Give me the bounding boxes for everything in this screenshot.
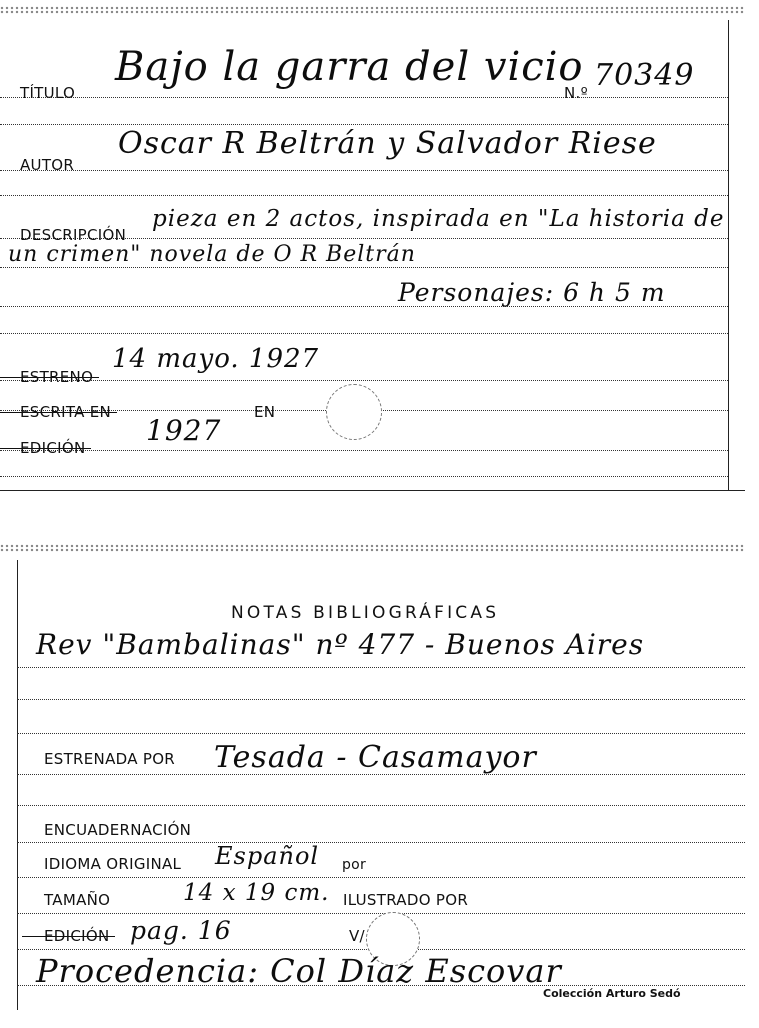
encuadernacion-label: ENCUADERNACIÓN <box>44 821 192 839</box>
idioma-value: Español <box>215 842 320 870</box>
edicion-back-label: EDICIÓN <box>44 927 110 945</box>
rule <box>0 124 728 125</box>
card-front-right-border <box>728 20 729 490</box>
numero-value: 70349 <box>594 58 695 93</box>
rule <box>0 170 728 171</box>
descripcion-label: DESCRIPCIÓN <box>20 226 127 244</box>
rule <box>17 733 745 734</box>
rule <box>0 450 728 451</box>
rule <box>17 805 745 806</box>
en-label: EN <box>254 403 276 421</box>
rule <box>17 877 745 878</box>
rule <box>0 380 728 381</box>
rule <box>0 267 728 268</box>
por-label: por <box>342 857 367 873</box>
notas-heading: NOTAS BIBLIOGRÁFICAS <box>231 603 500 623</box>
rule <box>0 333 728 334</box>
escrita-en-label: ESCRITA EN <box>20 403 112 421</box>
titulo-value: Bajo la garra del vicio <box>115 44 584 90</box>
rule <box>17 667 745 668</box>
edicion-label: EDICIÓN <box>20 439 86 457</box>
card-back-torn-edge <box>0 544 745 552</box>
estrenada-por-value: Tesada - Casamayor <box>214 740 537 775</box>
estreno-label: ESTRENO <box>20 368 94 386</box>
rule <box>17 842 745 843</box>
descripcion-line-1: pieza en 2 actos, inspirada en "La historia de <box>152 206 725 232</box>
estreno-value: 14 mayo. 1927 <box>112 344 320 374</box>
descripcion-line-2: un crimen" novela de O R Beltrán <box>8 242 416 267</box>
notas-value: Rev "Bambalinas" nº 477 - Buenos Aires <box>36 628 645 661</box>
procedencia-value: Procedencia: Col Díaz Escovar <box>36 952 562 990</box>
v-label: V/ <box>349 927 365 945</box>
card-front-bottom-border <box>0 490 745 491</box>
tamano-value: 14 x 19 cm. <box>183 880 330 906</box>
idioma-original-label: IDIOMA ORIGINAL <box>44 855 182 873</box>
rule <box>17 699 745 700</box>
tamano-label: TAMAÑO <box>44 891 111 909</box>
ilustrado-por-label: ILUSTRADO POR <box>343 891 469 909</box>
numero-label: N.º <box>564 84 588 102</box>
autor-label: AUTOR <box>20 156 75 174</box>
card-front-torn-edge <box>0 6 745 14</box>
credit-stamp: Colección Arturo Sedó <box>543 987 681 1000</box>
rule <box>0 476 728 477</box>
rule <box>0 195 728 196</box>
edicion-back-value: pag. 16 <box>130 916 232 945</box>
punch-hole <box>326 384 382 440</box>
autor-value: Oscar R Beltrán y Salvador Riese <box>118 126 657 161</box>
card-back-left-border <box>17 560 18 1010</box>
personajes-value: Personajes: 6 h 5 m <box>398 278 666 307</box>
titulo-label: TÍTULO <box>20 84 76 102</box>
estrenada-por-label: ESTRENADA POR <box>44 750 176 768</box>
edicion-value: 1927 <box>146 414 222 447</box>
rule <box>0 97 728 98</box>
